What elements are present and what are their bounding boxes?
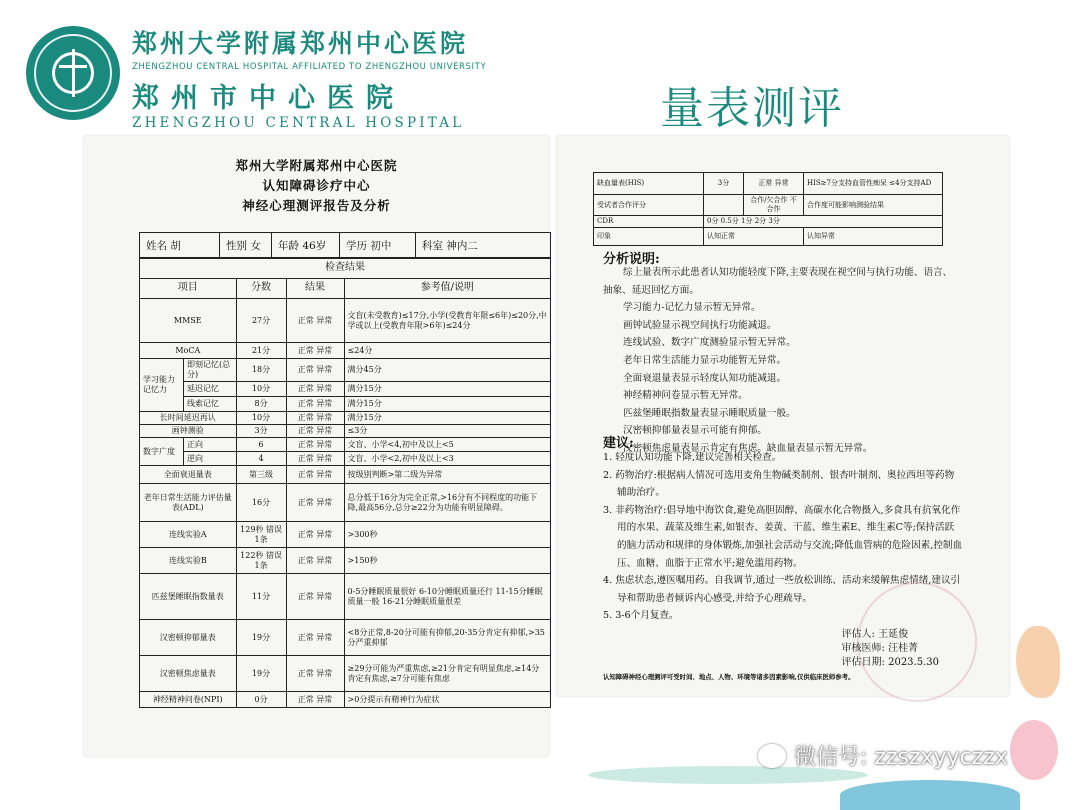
item-score: 8分: [236, 397, 286, 412]
reviewer: 审核医师: 汪桂菁: [841, 643, 919, 654]
item-result: 正常 异常: [286, 656, 344, 692]
item-ref: >150秒: [344, 548, 550, 574]
item-ref: 总分低于16分为完全正常,>16分有不同程度的功能下降,最高56分,总分≥22分为功能有明显障碍。: [344, 484, 550, 522]
analysis-line: 神经精神问卷显示暂无异常。: [623, 390, 748, 402]
patient-edu: 学历 初中: [340, 233, 416, 257]
item-result: 正常 异常: [286, 620, 344, 656]
item-result: 正常 异常: [286, 343, 344, 359]
table-row: [140, 484, 551, 522]
item-ref: 满分15分: [344, 412, 550, 425]
suggestion-item: 1. 轻度认知功能下降,建议完善相关检查。: [603, 452, 782, 463]
item-sub: 线索记忆: [184, 397, 237, 412]
table-row: [140, 620, 551, 656]
analysis-title: 分析说明:: [603, 252, 660, 267]
item-name: 长时间延迟再认: [140, 412, 237, 425]
table-row: [140, 359, 551, 382]
city-hospital-en: ZHENGZHOU CENTRAL HOSPITAL: [132, 115, 465, 131]
report-page-right: [557, 136, 1009, 696]
col-header-ref: 参考值/说明: [344, 279, 550, 299]
table-row: [140, 299, 551, 343]
item-ref: 文盲、小学<4,初中及以上<5: [344, 438, 550, 452]
table-row: [140, 548, 551, 574]
item-score: 129秒 错误1条: [236, 522, 286, 548]
item-score: 10分: [236, 382, 286, 397]
patient-info: [139, 232, 551, 258]
item-score: 0分 0.5分 1分 2分 3分: [704, 216, 943, 228]
table-row: [140, 412, 551, 425]
table-row: [140, 438, 551, 452]
item-name: 全面衰退量表: [140, 466, 237, 484]
item-result: 正常 异常: [286, 438, 344, 452]
item-score: 21分: [236, 343, 286, 359]
item-sub: 逆向: [184, 452, 237, 466]
report-footer: 认知障碍神经心理测评可受时间、地点、人物、环境等诸多因素影响,仅供临床医师参考。: [603, 673, 855, 681]
item-ref: HIS≥7分支持血管性痴呆 ≤4分支持AD: [804, 173, 943, 195]
report-title-3: 神经心理测评报告及分析: [242, 198, 391, 213]
item-name: 连线实验B: [140, 548, 237, 574]
item-score: 18分: [236, 359, 286, 382]
signer: 评估人: 王延俊: [841, 629, 909, 640]
analysis-line: 汉密顿抑郁量表显示可能有抑郁。: [623, 425, 767, 437]
item-score: 27分: [236, 299, 286, 343]
item-result: 正常 异常: [286, 382, 344, 397]
item-name: 汉密顿焦虑量表: [140, 656, 237, 692]
analysis-line: 全面衰退量表显示轻度认知功能减退。: [623, 372, 787, 384]
item-sub: 延迟记忆: [184, 382, 237, 397]
item-name: 印象: [594, 228, 704, 246]
city-hospital-cn: 郑州市中心医院: [132, 83, 405, 114]
table-row: [140, 343, 551, 359]
item-ref: 0-5分睡眠质量很好 6-10分睡眠质量还行 11-15分睡眠质量一般 16-21分睡眠质量很差: [344, 574, 550, 620]
item-score: 认知正常: [704, 228, 804, 246]
item-score: 19分: [236, 656, 286, 692]
analysis-line: 综上量表所示此患者认知功能轻度下降,主要表现在视空间与执行功能、语言、抽象、延迟回忆方面。: [603, 267, 953, 296]
table-row: [140, 522, 551, 548]
item-result: 正常 异常: [286, 412, 344, 425]
suggestion-item: 3. 非药物治疗:倡导地中海饮食,避免高胆固醇、高碳水化合物摄入,多食具有抗氧化作用的水果、蔬菜及维生素,如银杏、姜黄、干蓝、维生素E、维生素C等;保持活跃的脑力活动和规律的身体锻炼,加强社会活动与交流;降低血管病的危险因素,控制血压、血糖、血脂于正常水平;避免滥用药物。: [603, 504, 963, 569]
item-score: 19分: [236, 620, 286, 656]
hospital-name-en: ZHENGZHOU CENTRAL HOSPITAL AFFILIATED TO ZHENGZHOU UNIVERSITY: [132, 62, 487, 72]
item-result: 正常 异常: [286, 548, 344, 574]
report-title-2: 认知障碍诊疗中心: [262, 178, 371, 193]
wechat-icon: [758, 744, 786, 768]
item-ref: ≤24分: [344, 343, 550, 359]
table-row: [140, 382, 551, 397]
item-result: 正常 异常: [286, 425, 344, 438]
analysis-line: 匹兹堡睡眠指数量表显示睡眠质量一般。: [623, 407, 796, 419]
item-result: 正常 异常: [286, 522, 344, 548]
table-row: [140, 397, 551, 412]
report-page-left: [84, 136, 549, 756]
item-score: 6: [236, 438, 286, 452]
item-ref: >0分提示有精神行为症状: [344, 692, 550, 708]
item-score: 11分: [236, 574, 286, 620]
decor-shape: [1016, 626, 1060, 698]
suggestion-item: 5. 3-6个月复查。: [603, 610, 679, 622]
signature-block: [842, 628, 939, 670]
table-row: [140, 466, 551, 484]
item-ref: 合作度可能影响测验结果: [804, 195, 943, 216]
hospital-name-cn: 郑州大学附属郑州中心医院: [132, 29, 469, 58]
item-score: [704, 195, 744, 216]
item-ref: 文盲(未受教育)≤17分,小学(受教育年限≤6年)≤20分,中学或以上(受教育年限>6年)≤24分: [344, 299, 550, 343]
item-name: 汉密顿抑郁量表: [140, 620, 237, 656]
item-result: 正常 异常: [286, 452, 344, 466]
suggestion-title: 建议:: [603, 436, 634, 451]
item-name: 画钟测验: [140, 425, 237, 438]
item-sub: 即刻记忆(总分): [184, 359, 237, 382]
item-ref: ≥29分可能为严重焦虑,≥21分肯定有明显焦虑,≥14分肯定有焦虑,≥7分可能有焦虑: [344, 656, 550, 692]
item-name: CDR: [594, 216, 704, 228]
patient-age: 年龄 46岁: [272, 233, 340, 257]
item-score: 4: [236, 452, 286, 466]
wechat-watermark: [758, 740, 1008, 771]
table-row: [140, 452, 551, 466]
table-row: [140, 692, 551, 708]
item-result: 正常 异常: [286, 359, 344, 382]
item-ref: 按级别判断>第二级为异常: [344, 466, 550, 484]
item-name: 匹兹堡睡眠指数量表: [140, 574, 237, 620]
item-score: 3分: [704, 173, 744, 195]
hospital-name-block: [132, 24, 486, 131]
item-ref: <8分正常,8-20分可能有抑郁,20-35分肯定有抑郁,>35分严重抑郁: [344, 620, 550, 656]
table-row: [594, 195, 943, 216]
item-score: 122秒 错误1条: [236, 548, 286, 574]
item-name: 神经精神问卷(NPI): [140, 692, 237, 708]
suggestion-item: 2. 药物治疗:根据病人情况可选用麦角生物碱类制剂、银杏叶制剂、奥拉西坦等药物辅助治疗。: [603, 469, 955, 499]
decor-shape: [1010, 720, 1058, 780]
item-result: 正常 异常: [744, 173, 804, 195]
item-ref: 文盲、小学<2,初中及以上<3: [344, 452, 550, 466]
item-group: 数字广度: [140, 438, 184, 466]
section-title: 检查结果: [140, 259, 551, 279]
item-score: 16分: [236, 484, 286, 522]
item-ref: >300秒: [344, 522, 550, 548]
col-header-score: 分数: [236, 279, 286, 299]
item-ref: 满分45分: [344, 359, 550, 382]
table-row: [140, 425, 551, 438]
item-result: 正常 异常: [286, 574, 344, 620]
analysis-line: 学习能力-记忆力显示暂无异常。: [623, 302, 761, 314]
suggestion-item: 4. 焦虑状态,遵医嘱用药。自我调节,通过一些放松训练、活动来缓解焦虑情绪,建议引导和帮助患者倾诉内心感受,并给予心理疏导。: [603, 575, 961, 604]
item-ref: 认知异常: [804, 228, 943, 246]
slide-title: 量表测评: [660, 83, 844, 134]
patient-sex: 性别 女: [220, 233, 272, 257]
item-group: 学习能力记忆力: [140, 359, 184, 412]
item-name: 老年日常生活能力评估量表(ADL): [140, 484, 237, 522]
item-score: 3分: [236, 425, 286, 438]
item-name: 连线实验A: [140, 522, 237, 548]
assessment-date: 评估日期: 2023.5.30: [841, 657, 939, 668]
report-title-1: 郑州大学附属郑州中心医院: [235, 158, 398, 173]
hospital-logo: [26, 26, 120, 120]
analysis-line: 老年日常生活能力显示功能暂无异常。: [623, 354, 787, 366]
results-table: [139, 258, 551, 708]
analysis-line: 汉密顿焦虑量表显示肯定有焦虑。缺血量表显示暂无异常。: [623, 442, 873, 454]
col-header-item: 项目: [140, 279, 237, 299]
table-row: [140, 656, 551, 692]
patient-dept: 科室 神内二: [422, 239, 478, 252]
table-row: [594, 228, 943, 246]
item-sub: 正向: [184, 438, 237, 452]
item-score: 第三级: [236, 466, 286, 484]
item-result: 正常 异常: [286, 397, 344, 412]
item-result: 正常 异常: [286, 299, 344, 343]
item-score: 10分: [236, 412, 286, 425]
item-ref: ≤3分: [344, 425, 550, 438]
decor-wave: [840, 780, 1020, 810]
analysis-text: [603, 264, 959, 458]
item-ref: 满分15分: [344, 382, 550, 397]
item-name: MoCA: [140, 343, 237, 359]
item-result: 正常 异常: [286, 692, 344, 708]
analysis-line: 连线试验、数字广度测验显示暂无异常。: [623, 337, 796, 349]
item-name: 缺血量表(HIS): [594, 173, 704, 195]
table-row: [594, 216, 943, 228]
analysis-line: 画钟试验显示视空间执行功能减退。: [623, 319, 777, 331]
col-header-result: 结果: [286, 279, 344, 299]
table-row: [140, 574, 551, 620]
item-result: 正常 异常: [286, 466, 344, 484]
item-name: 受试者合作评分: [594, 195, 704, 216]
item-result: 合作/欠合作 不合作: [744, 195, 804, 216]
table-row: [594, 173, 943, 195]
results-table-continued: [593, 172, 943, 246]
item-name: MMSE: [140, 299, 237, 343]
watermark-text: 微信号: zzszxyyczzx: [794, 745, 1008, 770]
item-score: 0分: [236, 692, 286, 708]
patient-name: 姓名 胡: [140, 233, 220, 257]
item-result: 正常 异常: [286, 484, 344, 522]
item-ref: 满分15分: [344, 397, 550, 412]
